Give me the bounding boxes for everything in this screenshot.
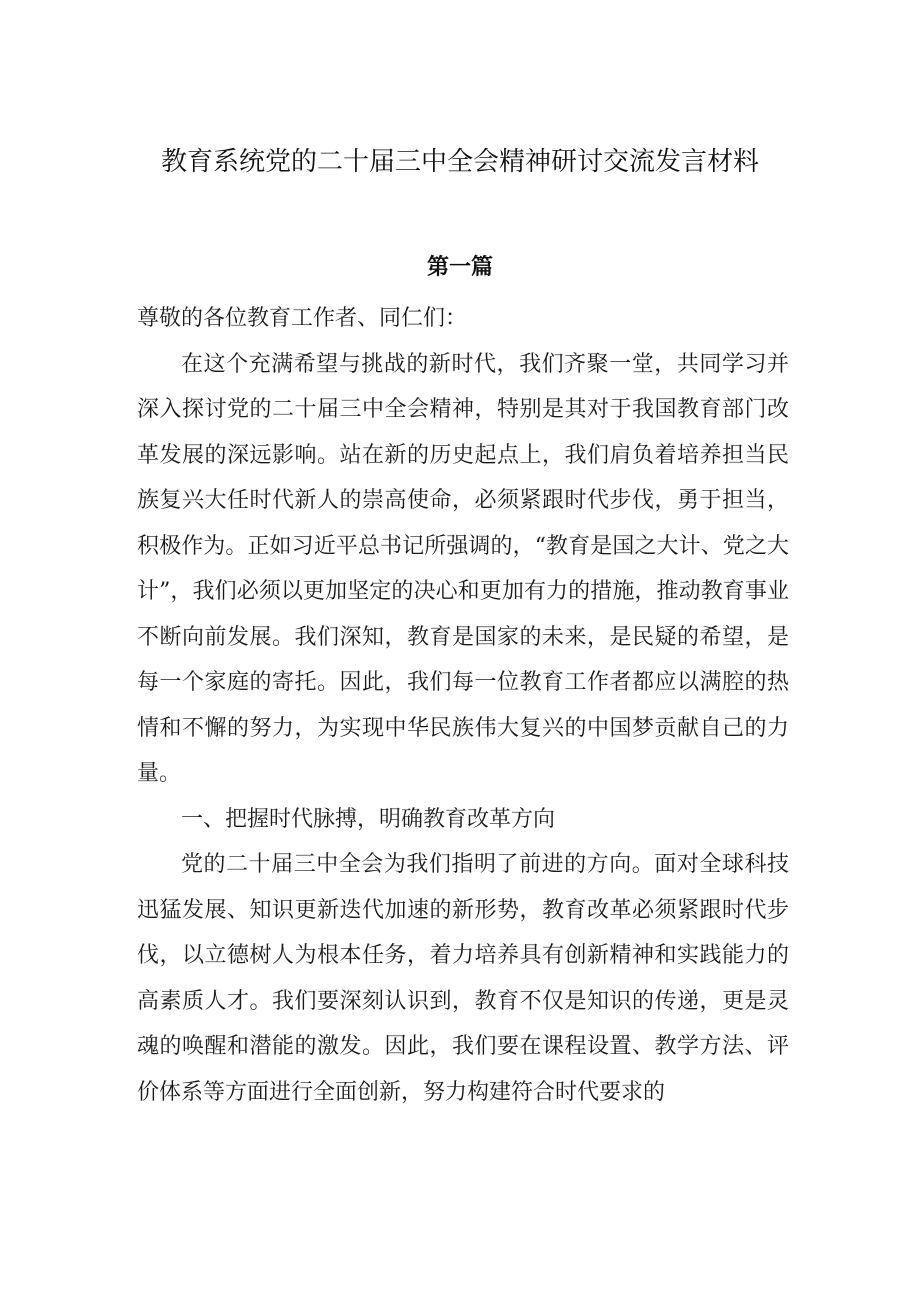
subsection-heading: 一、把握时代脉搏，明确教育改革方向 [181,806,556,832]
body-paragraph: 党的二十届三中全会为我们指明了前进的方向。面对全球科技迅猛发展、知识更新迭代加速的新形势，教育改革必须紧跟时代步伐，以立德树人为根本任务，着力培养具有创新精神和实践能力的高素质人才。我们要深刻认识到，教育不仅是知识的传递，更是灵魂的唤醒和潜能的激发。因此，我们要在课程设置、教学方法、评价体系等方面进行全面创新，努力构建符合时代要求的 [137,852,789,1105]
salutation: 尊敬的各位教育工作者、同仁们： [137,306,468,331]
section-heading: 第一篇 [426,255,493,280]
document-title: 教育系统党的二十届三中全会精神研讨交流发言材料 [160,147,759,177]
document-body [137,296,789,1115]
body-paragraph: 在这个充满希望与挑战的新时代，我们齐聚一堂，共同学习并深入探讨党的二十届三中全会精神，特别是其对于我国教育部门改革发展的深远影响。站在新的历史起点上，我们肩负着培养担当民族复兴大任时代新人的崇高使命，必须紧跟时代步伐，勇于担当，积极作为。正如习近平总书记所强调的，“教育是国之大计、党之大计”，我们必须以更加坚定的决心和更加有力的措施，推动教育事业不断向前发展。我们深知，教育是国家的未来，是民疑的希望，是每一个家庭的寄托。因此，我们每一位教育工作者都应以满腔的热情和不懈的努力，为实现中华民族伟大复兴的中国梦贡献自己的力量。 [137,351,789,786]
